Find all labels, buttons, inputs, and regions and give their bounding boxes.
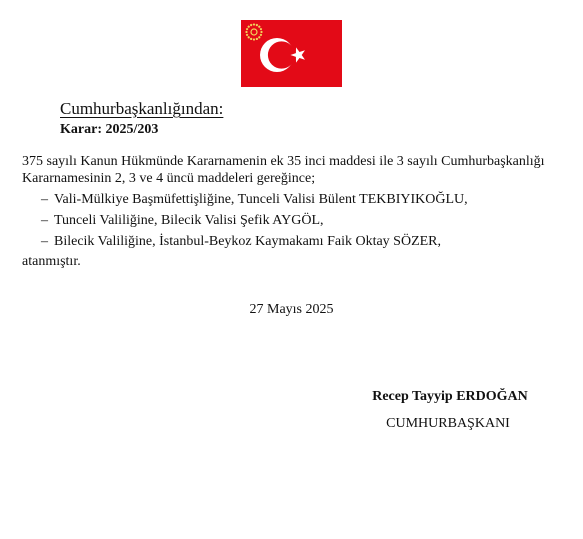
closing-word: atanmıştır.: [22, 254, 81, 269]
item-marker: –: [41, 234, 48, 249]
signatory-title: CUMHURBAŞKANI: [386, 416, 510, 431]
signatory-name: Recep Tayyip ERDOĞAN: [372, 389, 528, 404]
intro-line-1: 375 sayılı Kanun Hükmünde Kararnamenin ek 35 inci maddesi ile 3 sayılı Cumhurbaşkanlığı: [22, 154, 545, 169]
list-item-text: Tunceli Valiliğine, Bilecik Valisi Şefik AYGÖL,: [54, 213, 324, 228]
list-item-text: Bilecik Valiliğine, İstanbul-Beykoz Kaymakamı Faik Oktay SÖZER,: [54, 234, 442, 249]
decision-number: Karar: 2025/203: [60, 122, 159, 137]
issuer-heading: Cumhurbaşkanlığından:: [60, 99, 224, 118]
list-item-text: Vali-Mülkiye Başmüfettişliğine, Tunceli Valisi Bülent TEKBIYIKOĞLU,: [54, 192, 468, 207]
item-marker: –: [41, 213, 48, 228]
turkish-flag: [241, 20, 342, 87]
intro-line-2: Kararnamesinin 2, 3 ve 4 üncü maddeleri gereğince;: [22, 171, 316, 186]
item-marker: –: [41, 192, 48, 207]
list-item: [41, 191, 468, 208]
decision-date: 27 Mayıs 2025: [249, 302, 334, 317]
list-item: [41, 233, 441, 250]
list-item: [41, 212, 324, 229]
